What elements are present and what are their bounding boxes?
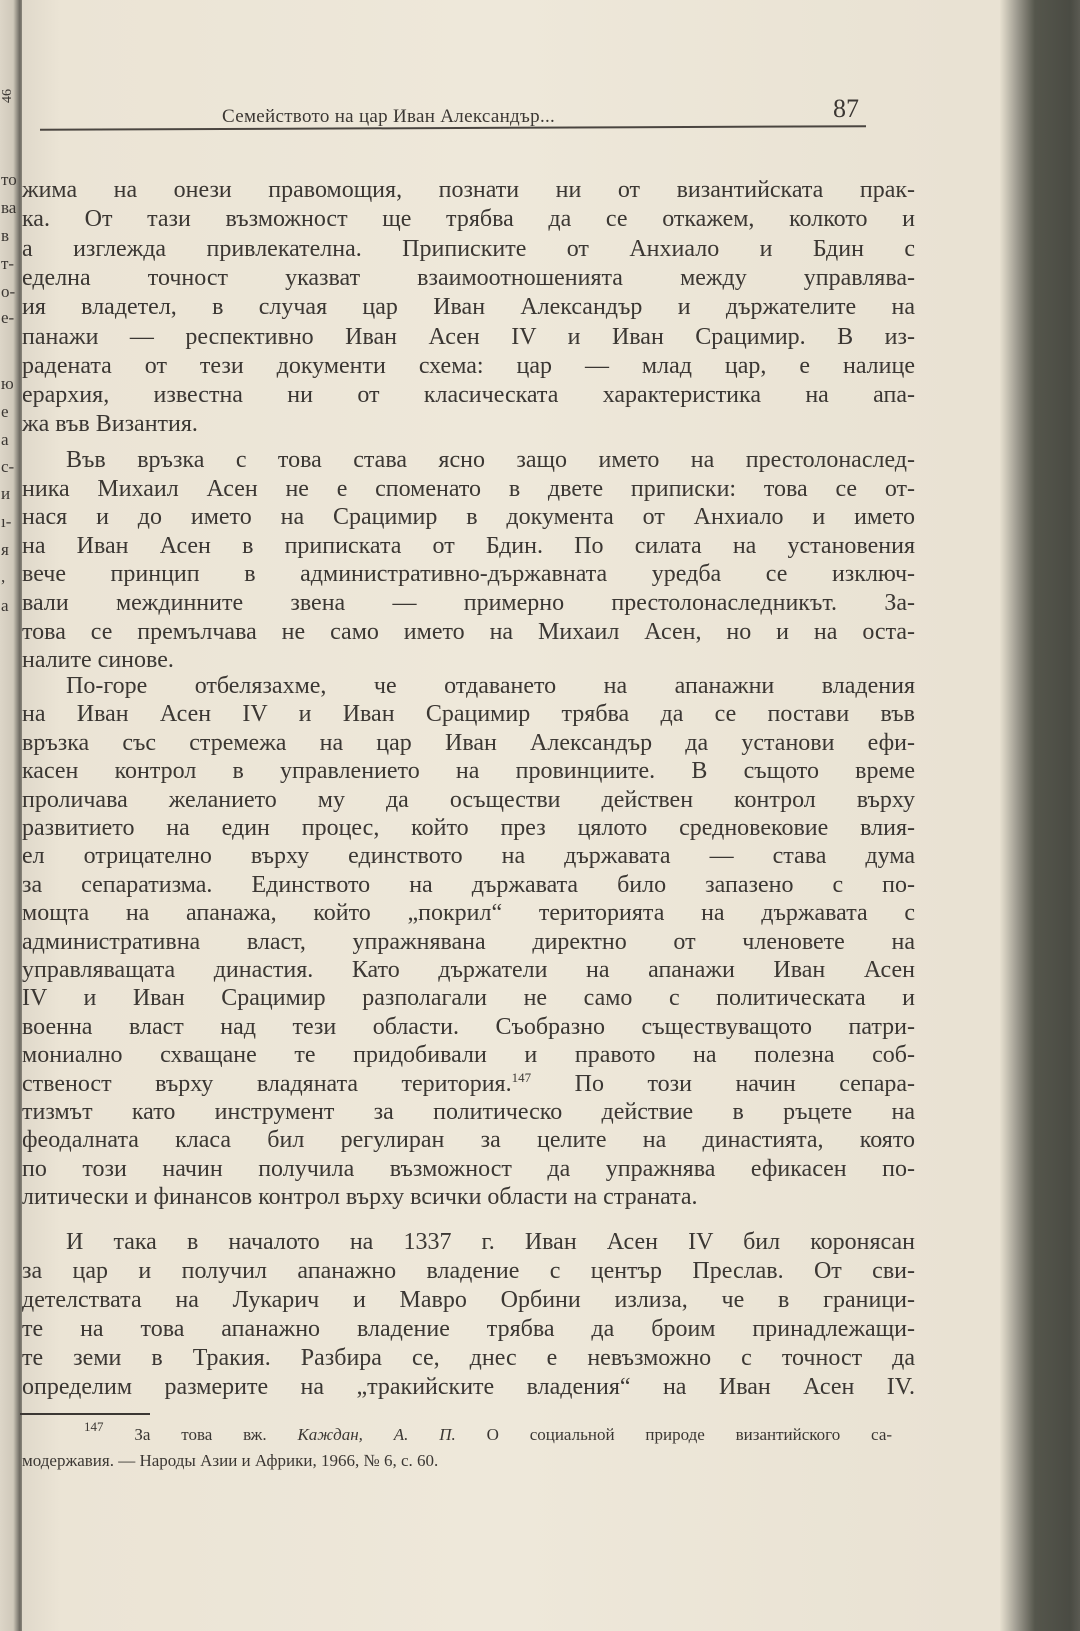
text-line: вече принцип в административно-държавната уредба се изключ-: [22, 561, 915, 588]
text-line: нася и до името на Срацимир в документа от Анхиало и името: [22, 504, 915, 531]
footnote-title: О социальной природе византийского са-: [486, 1425, 893, 1444]
text-line: еделна точност указват взаимоотношенията между управлява-: [22, 264, 915, 291]
text-line: за цар и получил апанажно владение с център Преслав. От сви-: [22, 1258, 915, 1284]
text-line: вали междинните звена — примерно престолонаследникът. За-: [22, 590, 915, 616]
text-line: литически и финансов контрол върху всички области на страната.: [22, 1184, 698, 1211]
text-line: ел отрицателно върху единството на държавата — става дума: [22, 843, 915, 870]
text-line: определим размерите на „тракийските владения“ на Иван Асен IV.: [22, 1374, 915, 1400]
header-rule: [40, 125, 866, 131]
left-page-fragment: ı-: [1, 512, 12, 531]
page-edge-shadow: [1000, 0, 1080, 1631]
footnote-line: [22, 1419, 893, 1446]
text-line: ия владетел, в случая цар Иван Александър и държателите на: [22, 294, 915, 321]
text-segment: ственост върху владяната територия.: [22, 1070, 512, 1097]
text-line: По-горе отбелязахме, че отдаването на апанажни владения: [66, 673, 915, 699]
text-line: административна власт, упражнявана директно от членовете на: [22, 928, 915, 955]
text-line: по този начин получила възможност да упражнява ефикасен по-: [22, 1155, 915, 1182]
left-page-fragment: а: [1, 430, 9, 449]
text-line: Във връзка с това става ясно защо името на престолонаслед-: [66, 447, 915, 473]
footnote-reference: 147: [511, 1069, 532, 1085]
text-line: проличава желанието му да осъществи действен контрол върху: [22, 786, 915, 813]
text-line: ерархия, известна ни от класическата характеристика на апа-: [22, 382, 915, 409]
text-line: касен контрол в управлението на провинциите. В същото време: [22, 758, 915, 785]
text-line: а изглежда привлекателна. Приписките от Анхиало и Бдин с: [22, 235, 915, 262]
footnote-number: 147: [84, 1419, 104, 1434]
text-line: IV и Иван Срацимир разполагали не само с политическата и: [22, 985, 915, 1012]
left-page-fragment: т-: [1, 254, 15, 273]
left-page-fragment: с-: [1, 457, 15, 476]
left-page-fragment: и: [1, 484, 11, 503]
footnote-rule: [20, 1413, 150, 1415]
text-line: те на това апанажно владение трябва да броим принадлежащи-: [22, 1316, 915, 1342]
text-line: на Иван Асен в приписката от Бдин. По силата на установения: [22, 532, 915, 559]
left-page-fragment: е: [1, 402, 9, 421]
left-page-fragment: ю: [1, 374, 14, 393]
text-line: мощта на апанажа, който „покрил“ територията на държавата с: [22, 900, 915, 927]
running-title: Семейството на цар Иван Александър...: [222, 106, 556, 127]
text-line: И така в началото на 1337 г. Иван Асен IV бил коронясан: [66, 1229, 915, 1255]
text-line: налите синове.: [22, 647, 174, 674]
text-line: панажи — респективно Иван Асен IV и Иван Срацимир. В из-: [22, 323, 915, 350]
text-line: за сепаратизма. Единството на държавата било запазено с по-: [22, 871, 915, 898]
footnote-author: Каждан, А. П.: [297, 1425, 456, 1444]
left-page-number: 46: [0, 89, 15, 103]
text-line: връзка със стремежа на цар Иван Александър да установи ефи-: [22, 729, 915, 756]
left-page-fragment: в: [1, 226, 10, 245]
left-page-fragment: ,: [1, 567, 6, 586]
left-page-fragment: я: [1, 540, 9, 559]
text-line: развитието на един процес, който през цялото средновековие влия-: [22, 815, 915, 841]
text-line: военна власт над тези области. Съобразно съществуващото патри-: [22, 1013, 915, 1040]
text-line: това се премълчава не само името на Михаил Асен, но и на оста-: [22, 618, 915, 645]
left-page-fragment: е-: [1, 308, 15, 327]
left-page-fragment: ва: [1, 198, 17, 217]
text-line: тизмът като инструмент за политическо действие в ръцете на: [22, 1099, 915, 1125]
text-line: жа във Византия.: [22, 411, 198, 438]
text-line: ка. От тази възможност ще трябва да се откажем, колкото и: [22, 206, 915, 233]
page-number: 87: [833, 94, 859, 123]
text-line: феодалната класа бил регулиран за целите на династията, която: [22, 1127, 915, 1154]
footnote-line: модержавия. — Народы Азии и Африки, 1966, № 6, с. 60.: [22, 1451, 439, 1470]
left-page-fragment: то: [1, 170, 17, 189]
text-line: мониално схващане те придобивали и правото на полезна соб-: [22, 1042, 915, 1069]
text-line: управляващата династия. Като държатели на апанажи Иван Асен: [22, 957, 915, 983]
text-line: детелствата на Лукарич и Мавро Орбини излиза, че в граници-: [22, 1287, 915, 1313]
text-line: ника Михаил Асен не е споменато в двете приписки: това се от-: [22, 475, 915, 502]
text-line: радената от тези документи схема: цар — млад цар, е налице: [22, 352, 915, 379]
text-line: те земи в Тракия. Разбира се, днес е невъзможно с точност да: [22, 1345, 915, 1371]
text-line: жима на онези правомощия, познати ни от византийската прак-: [22, 177, 915, 203]
text-line: на Иван Асен IV и Иван Срацимир трябва да се постави във: [22, 701, 915, 728]
left-page-fragment: о-: [1, 282, 16, 301]
left-page-fragment: а: [1, 596, 9, 615]
running-header: [40, 92, 866, 132]
footnote-prefix: За това вж.: [134, 1425, 267, 1444]
text-segment: По този начин сепара-: [531, 1070, 916, 1097]
text-line: [22, 1070, 915, 1098]
